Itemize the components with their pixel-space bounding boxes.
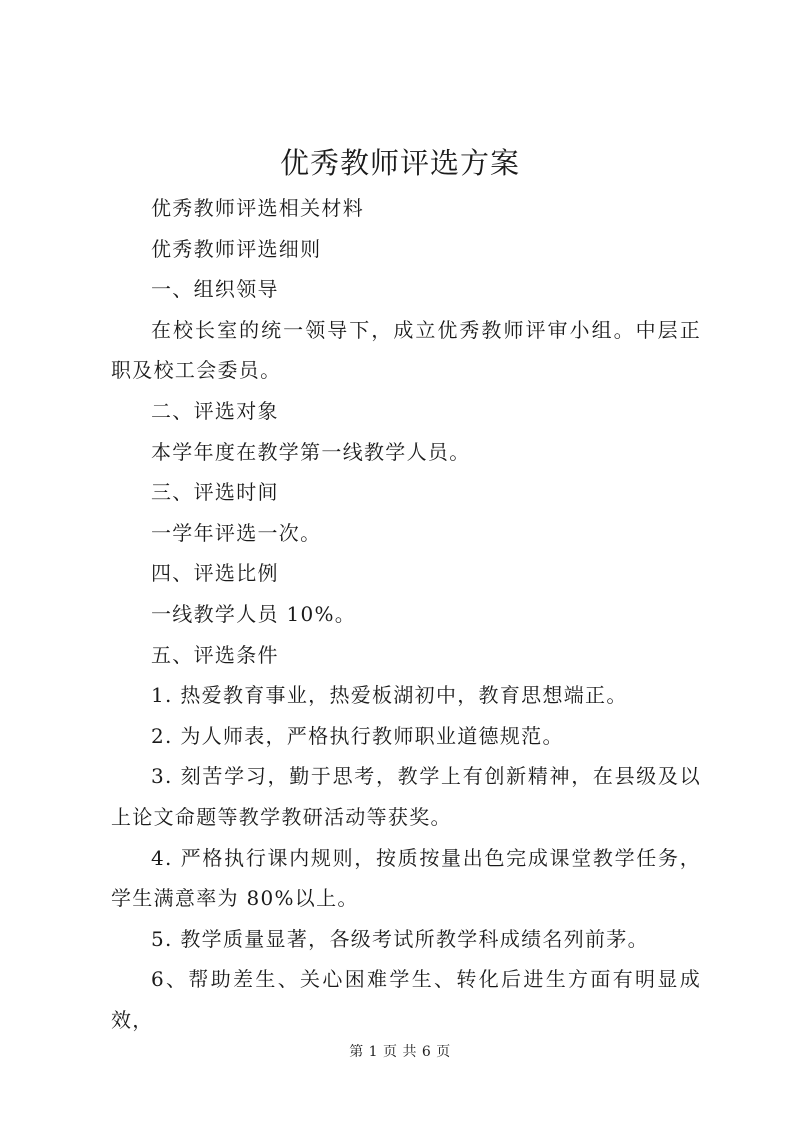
- paragraph: 优秀教师评选相关材料: [151, 196, 364, 220]
- section-heading: 四、评选比例: [151, 561, 279, 586]
- list-item: 3. 刻苦学习，勤于思考，教学上有创新精神，在县级及以上论文命题等教学教研活动等获奖。: [111, 764, 701, 829]
- section-heading: 三、评选时间: [151, 480, 279, 505]
- document-title: 优秀教师评选方案: [279, 146, 520, 180]
- paragraph: 一线教学人员 10%。: [151, 601, 357, 626]
- paragraph: 一学年评选一次。: [151, 520, 322, 545]
- paragraph: 优秀教师评选细则: [151, 236, 322, 261]
- document-body: [111, 188, 701, 1040]
- list-item: 6、帮助差生、关心困难学生、转化后进生方面有明显成效，: [111, 967, 701, 1032]
- list-item: 1. 热爱教育事业，热爱板湖初中，教育思想端正。: [151, 683, 628, 708]
- paragraph: 在校长室的统一领导下，成立优秀教师评审小组。中层正职及校工会委员。: [111, 317, 701, 383]
- list-item: 2. 为人师表，严格执行教师职业道德规范。: [151, 723, 564, 748]
- paragraph: 本学年度在教学第一线教学人员。: [151, 439, 471, 464]
- section-heading: 五、评选条件: [151, 642, 279, 667]
- page-footer: 第 1 页 共 6 页: [349, 1044, 451, 1060]
- list-item: 5. 教学质量显著，各级考试所教学科成绩名列前茅。: [151, 926, 649, 951]
- section-heading: 二、评选对象: [151, 398, 279, 423]
- section-heading: 一、组织领导: [151, 277, 279, 302]
- list-item: 4. 严格执行课内规则，按质按量出色完成课堂教学任务，学生满意率为 80%以上。: [111, 845, 701, 911]
